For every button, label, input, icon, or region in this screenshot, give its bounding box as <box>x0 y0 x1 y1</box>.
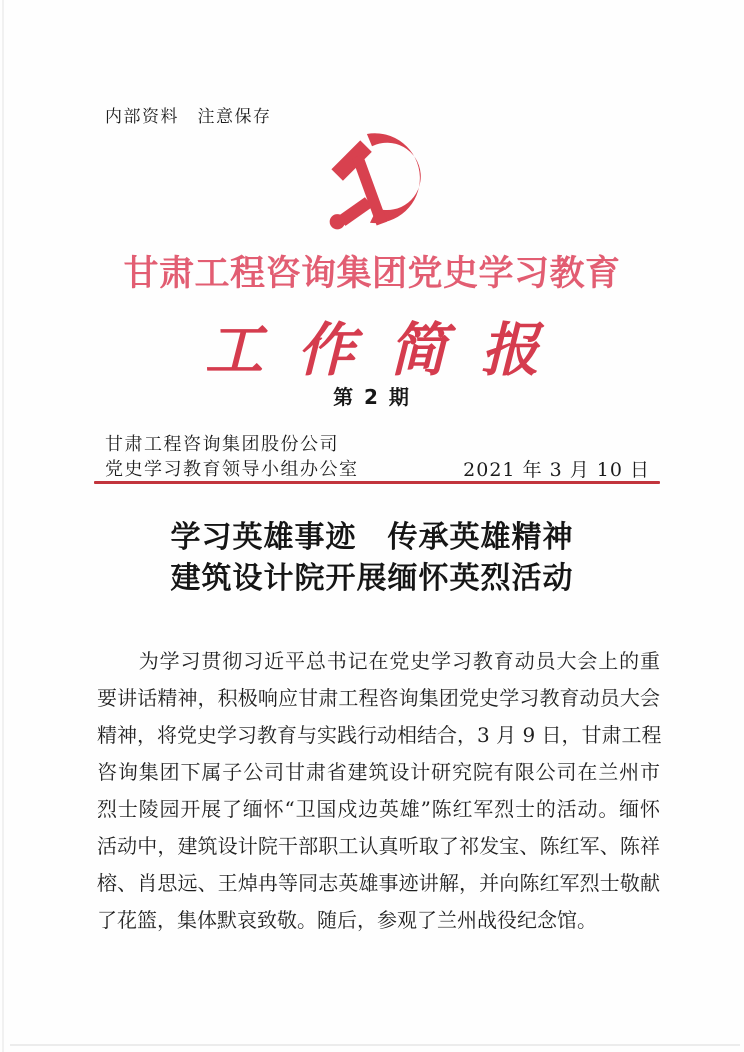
bulletin-calligraphy-title: 工作简报 <box>204 316 573 384</box>
confidential-notice: 内部资料 注意保存 <box>105 107 272 127</box>
body-line: 烈士陵园开展了缅怀“卫国戍边英雄”陈红军烈士的活动。缅怀 <box>97 797 660 821</box>
body-line: 榕、肖思远、王焯冉等同志英雄事迹讲解，并向陈红军烈士敬献 <box>97 871 660 895</box>
body-line: 活动中，建筑设计院干部职工认真听取了祁发宝、陈红军、陈祥 <box>97 834 660 858</box>
article-body <box>97 643 660 939</box>
scan-shadow-artifact <box>10 1044 740 1046</box>
party-emblem <box>302 132 442 234</box>
body-line: 咨询集团下属子公司甘肃省建筑设计研究院有限公司在兰州市 <box>97 760 660 784</box>
issuer-office-line: 党史学习教育领导小组办公室 <box>105 459 359 480</box>
article-headline <box>0 517 744 599</box>
hammer-sickle-icon <box>302 132 442 234</box>
headline-line-2: 建筑设计院开展缅怀英烈活动 <box>170 561 574 596</box>
body-line: 为学习贯彻习近平总书记在党史学习教育动员大会上的重 <box>97 649 660 673</box>
headline-line-1: 学习英雄事迹 传承英雄精神 <box>170 520 574 555</box>
masthead-education-title: 甘肃工程咨询集团党史学习教育 <box>123 253 621 294</box>
body-line: 精神，将党史学习教育与实践行动相结合，3 月 9 日，甘肃工程 <box>97 723 662 747</box>
issuer-company-line: 甘肃工程咨询集团股份公司 <box>105 434 339 455</box>
body-line: 了花篮，集体默哀致敬。随后，参观了兰州战役纪念馆。 <box>97 908 597 932</box>
issue-number: 第 2 期 <box>333 385 411 409</box>
body-line: 要讲话精神，积极响应甘肃工程咨询集团党史学习教育动员大会 <box>97 686 660 710</box>
issuer-block <box>105 432 359 482</box>
masthead-divider-rule <box>94 481 660 484</box>
issue-date: 2021 年 3 月 10 日 <box>463 459 650 481</box>
